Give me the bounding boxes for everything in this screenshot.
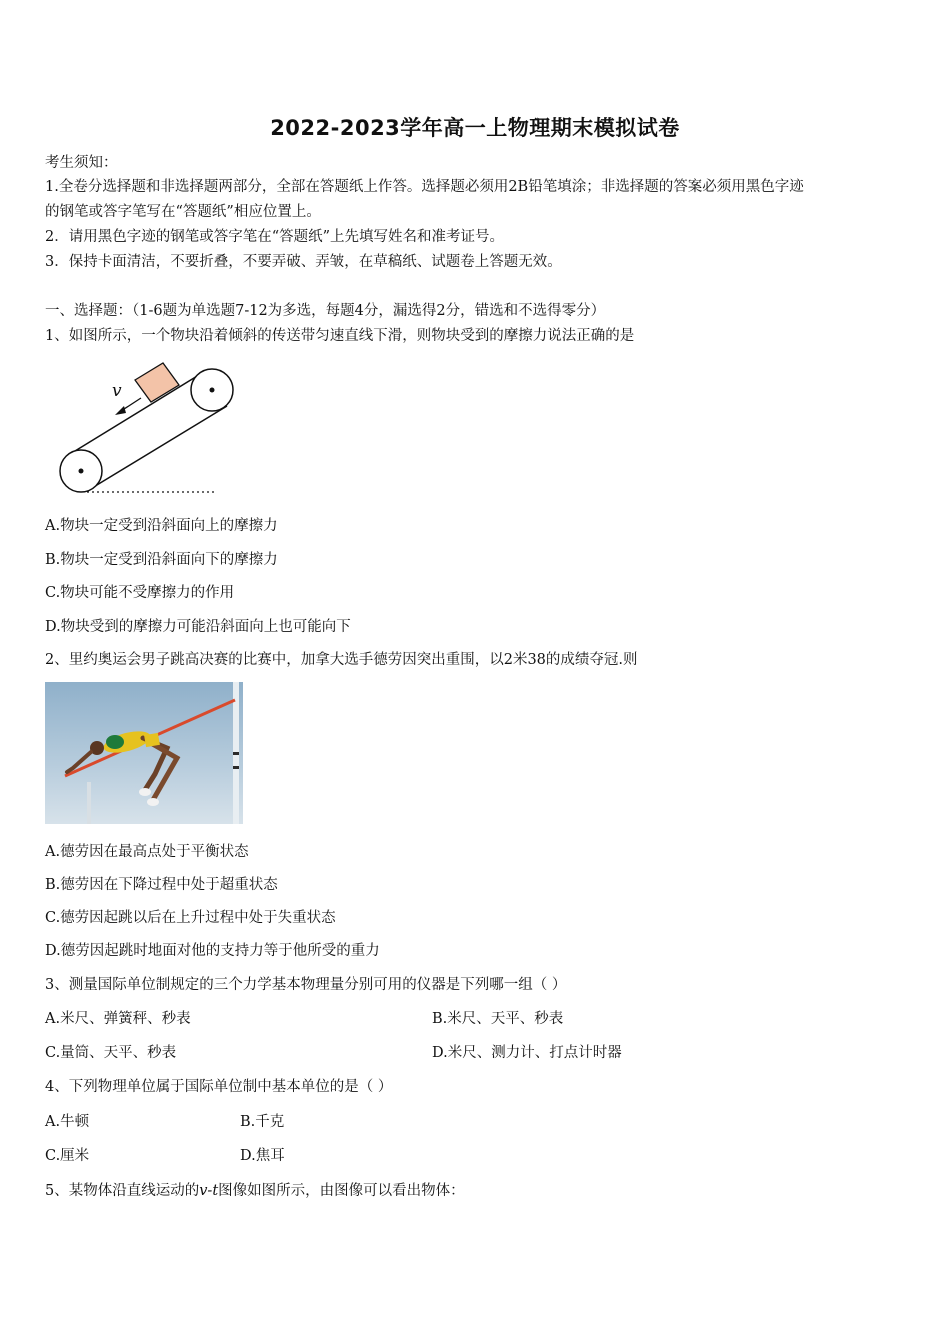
notice-item-2: 2．请用黑色字迹的钢笔或答字笔在“答题纸”上先填写姓名和准考证号。 bbox=[45, 229, 505, 245]
q4-option-d: D.焦耳 bbox=[240, 1148, 285, 1164]
q1-option-c: C.物块可能不受摩擦力的作用 bbox=[45, 585, 235, 601]
velocity-arrowhead bbox=[115, 406, 126, 415]
q3-option-c: C.量筒、天平、秒表 bbox=[45, 1045, 177, 1061]
q4-option-c: C.厘米 bbox=[45, 1148, 90, 1164]
question-2-stem: 2、里约奥运会男子跳高决赛的比赛中，加拿大选手德劳因突出重围，以2米38的成绩夺冠.则 bbox=[45, 652, 638, 668]
upper-roller-axle bbox=[210, 388, 215, 393]
q3-option-b: B.米尺、天平、秒表 bbox=[432, 1011, 564, 1027]
velocity-label: v bbox=[112, 381, 122, 401]
q1-option-d: D.物块受到的摩擦力可能沿斜面向上也可能向下 bbox=[45, 619, 351, 635]
notice-item-1-cont: 的钢笔或答字笔写在“答题纸”相应位置上。 bbox=[45, 204, 321, 220]
q2-option-b: B.德劳因在下降过程中处于超重状态 bbox=[45, 877, 278, 893]
q4-option-b: B.千克 bbox=[240, 1114, 285, 1130]
high-jump-photo bbox=[45, 682, 243, 824]
notice-item-1: 1.全卷分选择题和非选择题两部分，全部在答题纸上作答。选择题必须用2B铅笔填涂；非选择题的答案必须用黑色字迹 bbox=[45, 179, 804, 195]
notice-heading: 考生须知： bbox=[45, 155, 118, 171]
notice-item-3: 3．保持卡面清洁，不要折叠，不要弄破、弄皱，在草稿纸、试题卷上答题无效。 bbox=[45, 254, 562, 270]
q1-option-a: A.物块一定受到沿斜面向上的摩擦力 bbox=[45, 518, 278, 534]
q1-option-b: B.物块一定受到沿斜面向下的摩擦力 bbox=[45, 552, 278, 568]
q2-option-a: A.德劳因在最高点处于平衡状态 bbox=[45, 844, 249, 860]
conveyor-belt-figure bbox=[45, 358, 245, 498]
q2-option-c: C.德劳因起跳以后在上升过程中处于失重状态 bbox=[45, 910, 336, 926]
q5-variable: v-t bbox=[199, 1183, 219, 1199]
q5-suffix: 图像如图所示，由图像可以看出物体： bbox=[218, 1183, 465, 1199]
question-5-stem bbox=[45, 1180, 465, 1202]
belt-bottom-edge bbox=[87, 406, 227, 491]
question-4-stem: 4、下列物理单位属于国际单位制中基本单位的是（ ） bbox=[45, 1079, 393, 1095]
question-3-stem: 3、测量国际单位制规定的三个力学基本物理量分别可用的仪器是下列哪一组（ ） bbox=[45, 977, 567, 993]
block bbox=[135, 363, 179, 402]
q3-option-a: A.米尺、弹簧秤、秒表 bbox=[45, 1011, 191, 1027]
section-heading: 一、选择题：（1-6题为单选题7-12为多选，每题4分，漏选得2分，错选和不选得零分） bbox=[45, 303, 606, 319]
lower-roller-axle bbox=[79, 469, 84, 474]
question-1-stem: 1、如图所示，一个物块沿着倾斜的传送带匀速直线下滑，则物块受到的摩擦力说法正确的是 bbox=[45, 328, 635, 344]
q5-prefix: 5、某物体沿直线运动的 bbox=[45, 1183, 200, 1199]
page-title: 2022-2023学年高一上物理期末模拟试卷 bbox=[270, 116, 680, 140]
q2-option-d: D.德劳因起跳时地面对他的支持力等于他所受的重力 bbox=[45, 943, 380, 959]
q4-option-a: A.牛顿 bbox=[45, 1114, 90, 1130]
q3-option-d: D.米尺、测力计、打点计时器 bbox=[432, 1045, 622, 1061]
